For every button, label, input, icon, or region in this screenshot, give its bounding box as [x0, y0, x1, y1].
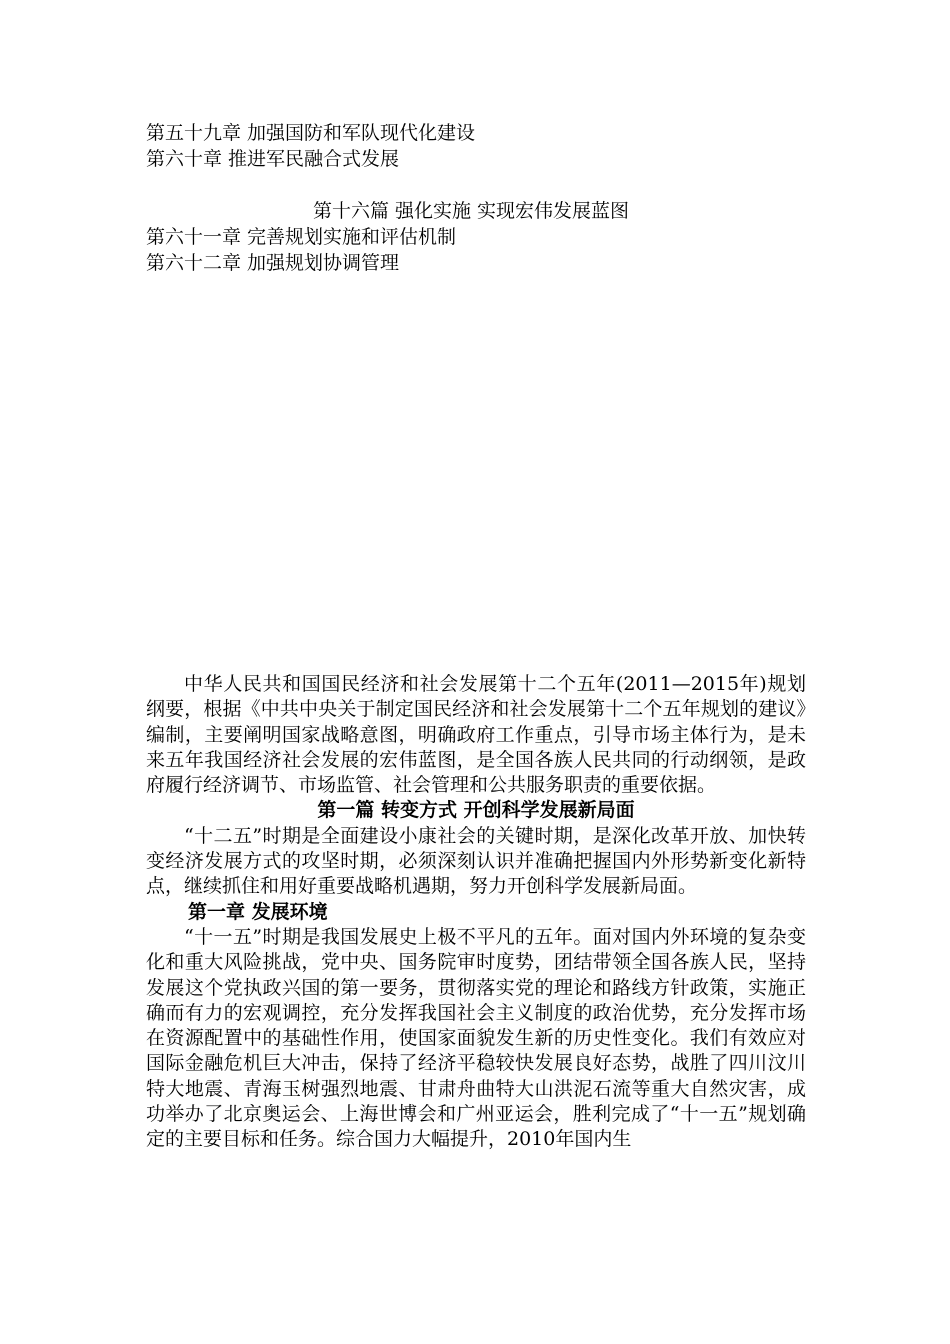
intro-paragraph: 中华人民共和国国民经济和社会发展第十二个五年(2011—2015年)规划纲要，根据《中共中央关于制定国民经济和社会发展第十二个五年规划的建议》编制，主要阐明国家战略意图，明确政府工作重点，引导市场主体行为，是未来五年我国经济社会发展的宏伟蓝图，是全国各族人民共同的行动纲领，是政府履行经济调节、市场监管、社会管理和公共服务职责的重要依据。: [146, 673, 806, 797]
toc-chapter-62: 第六十二章 加强规划协调管理: [146, 252, 400, 274]
part-1-paragraph: “十二五”时期是全面建设小康社会的关键时期，是深化改革开放、加快转变经济发展方式的攻坚时期，必须深刻认识并准确把握国内外形势新变化新特点，继续抓住和用好重要战略机遇期，努力开创科学发展新局面。: [146, 824, 806, 898]
toc-chapter-60: 第六十章 推进军民融合式发展: [146, 148, 400, 170]
toc-part-16: 第十六篇 强化实施 实现宏伟发展蓝图: [312, 200, 630, 222]
chapter-1-paragraph: “十一五”时期是我国发展史上极不平凡的五年。面对国内外环境的复杂变化和重大风险挑战，党中央、国务院审时度势，团结带领全国各族人民，坚持发展这个党执政兴国的第一要务，贯彻落实党的理论和路线方针政策，实施正确而有力的宏观调控，充分发挥我国社会主义制度的政治优势，充分发挥市场在资源配置中的基础性作用，使国家面貌发生新的历史性变化。我们有效应对国际金融危机巨大冲击，保持了经济平稳较快发展良好态势，战胜了四川汶川特大地震、青海玉树强烈地震、甘肃舟曲特大山洪泥石流等重大自然灾害，成功举办了北京奥运会、上海世博会和广州亚运会，胜利完成了“十一五”规划确定的主要目标和任务。综合国力大幅提升，2010年国内生: [146, 925, 806, 1151]
chapter-1-heading: 第一章 发展环境: [188, 900, 328, 923]
part-1-heading: 第一篇 转变方式 开创科学发展新局面: [317, 799, 635, 822]
toc-chapter-61: 第六十一章 完善规划实施和评估机制: [146, 226, 457, 248]
document-body: [146, 672, 806, 1153]
table-of-contents: [146, 120, 806, 276]
toc-chapter-59: 第五十九章 加强国防和军队现代化建设: [146, 122, 476, 144]
